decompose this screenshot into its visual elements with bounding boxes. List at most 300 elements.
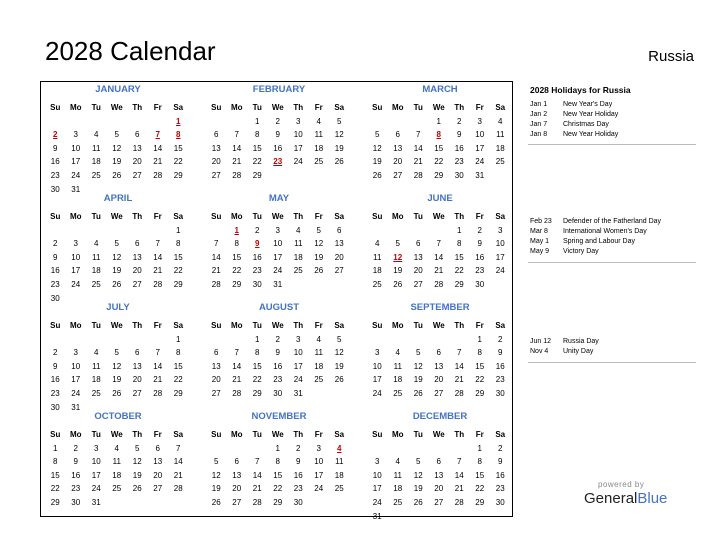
day-cell: 16 [293,470,303,480]
weekday-header: Mo [69,321,82,330]
day-cell: 22 [434,157,444,167]
day-cell: 26 [334,375,344,385]
day-cell: 14 [153,143,163,153]
day-cell: 17 [293,143,303,153]
day-cell: 3 [296,334,301,344]
day-cell: 26 [132,484,142,494]
weekday-header: Su [211,430,222,439]
empty-day [45,224,66,238]
day-cell: 18 [334,470,344,480]
day-cell: 10 [495,239,505,249]
day-cell: 10 [71,252,81,262]
day-cell: 24 [495,266,505,276]
day-cell: 11 [335,457,344,467]
day-cell: 25 [112,484,122,494]
day-cell: 23 [495,484,505,494]
day-cell: 3 [73,348,78,358]
day-cell: 17 [273,252,283,262]
day-cell: 30 [50,402,60,412]
day-cell: 27 [393,170,403,180]
empty-day [148,115,169,129]
month-days [367,210,513,292]
day-cell: 30 [293,497,303,507]
day-cell: 14 [252,470,262,480]
day-cell: 3 [296,116,301,126]
day-cell: 1 [53,443,58,453]
day-cell: 16 [495,361,505,371]
day-cell: 11 [92,361,101,371]
day-cell: 30 [50,293,60,303]
day-cell: 15 [173,143,183,153]
weekday-header: Fr [314,321,323,330]
holiday-name: Unity Day [563,348,594,355]
day-cell: 4 [114,443,119,453]
weekday-header: Su [372,430,383,439]
holiday-group [530,100,618,140]
weekday-header: Th [293,103,304,112]
day-cell: 25 [91,170,101,180]
day-cell: 18 [393,375,403,385]
empty-day [127,115,148,129]
holiday-item [530,347,599,357]
day-cell: 4 [94,130,99,140]
weekday-header: Mo [69,103,82,112]
weekday-header: Th [293,430,304,439]
day-cell: 2 [275,334,280,344]
day-cell: 16 [273,361,283,371]
day-cell: 23 [273,375,283,385]
brand-part-blue: Blue [637,490,668,507]
day-cell: 10 [293,348,303,358]
empty-day [429,224,450,238]
empty-day [367,224,388,238]
day-cell: 6 [214,130,219,140]
day-cell: 18 [91,266,101,276]
day-cell: 10 [293,130,303,140]
day-cell: 2 [498,334,503,344]
day-cell: 2 [53,348,58,358]
day-cell: 26 [112,170,122,180]
day-cell: 31 [71,402,81,412]
day-cell: 8 [255,130,260,140]
empty-day [148,224,169,238]
day-cell: 21 [211,266,221,276]
day-cell: 27 [434,497,444,507]
holiday-day: 12 [393,252,403,262]
day-cell: 13 [132,361,142,371]
day-cell: 30 [495,497,505,507]
day-cell: 26 [314,266,324,276]
divider [528,362,696,363]
day-cell: 30 [273,388,283,398]
day-cell: 5 [375,130,380,140]
day-cell: 28 [232,170,242,180]
day-cell: 22 [50,484,60,494]
day-cell: 29 [252,388,262,398]
day-cell: 14 [434,252,444,262]
holiday-item [530,247,661,257]
empty-day [66,224,87,238]
holiday-day: 9 [255,239,260,249]
weekday-header: Tu [252,430,262,439]
day-cell: 6 [416,239,421,249]
day-cell: 23 [71,484,81,494]
day-cell: 11 [373,252,382,262]
holiday-group [530,337,599,357]
day-cell: 24 [273,266,283,276]
empty-day [408,115,429,129]
day-cell: 28 [252,497,262,507]
day-cell: 25 [314,157,324,167]
day-cell: 6 [395,130,400,140]
holiday-day: 1 [176,116,181,126]
day-cell: 29 [232,279,242,289]
day-cell: 13 [413,252,423,262]
day-cell: 21 [252,484,262,494]
holiday-name: New Year Holiday [563,111,619,118]
day-cell: 21 [232,157,242,167]
day-cell: 8 [477,457,482,467]
day-cell: 16 [252,252,262,262]
month-name: NOVEMBER [251,411,307,422]
day-cell: 1 [477,334,482,344]
day-cell: 1 [176,334,181,344]
weekday-header: We [271,212,284,221]
weekday-header: Sa [334,321,345,330]
day-cell: 17 [293,361,303,371]
day-cell: 11 [393,361,402,371]
month-name: JULY [106,302,130,313]
day-cell: 7 [436,239,441,249]
day-cell: 12 [132,457,142,467]
day-cell: 18 [372,266,382,276]
day-cell: 14 [153,361,163,371]
day-cell: 18 [91,157,101,167]
empty-day [206,115,227,129]
day-cell: 31 [71,184,81,194]
day-cell: 13 [132,143,142,153]
empty-day [227,115,248,129]
day-cell: 1 [457,225,462,235]
day-cell: 24 [71,388,81,398]
day-cell: 11 [314,348,323,358]
day-cell: 25 [372,279,382,289]
day-cell: 5 [114,348,119,358]
day-cell: 26 [413,497,423,507]
holiday-name: Spring and Labour Day [563,238,635,245]
weekday-header: Su [372,212,383,221]
day-cell: 4 [375,239,380,249]
day-cell: 10 [71,143,81,153]
day-cell: 5 [114,130,119,140]
month-days [45,428,191,510]
day-cell: 29 [475,497,485,507]
day-cell: 21 [454,375,464,385]
day-cell: 8 [275,457,280,467]
day-cell: 4 [316,334,321,344]
day-cell: 10 [372,470,382,480]
day-cell: 28 [153,388,163,398]
month-name: MARCH [422,84,458,95]
day-cell: 23 [50,170,60,180]
day-cell: 17 [372,375,382,385]
day-cell: 14 [454,361,464,371]
day-cell: 17 [475,143,485,153]
weekday-header: Tu [91,103,101,112]
day-cell: 9 [275,130,280,140]
day-cell: 28 [434,279,444,289]
holiday-day: 8 [176,130,181,140]
day-cell: 23 [252,266,262,276]
empty-day [45,333,66,347]
month-name: JUNE [427,193,453,204]
day-cell: 31 [475,170,485,180]
month-days [45,101,191,196]
day-cell: 30 [495,388,505,398]
empty-day [86,115,107,129]
day-cell: 15 [173,361,183,371]
day-cell: 26 [112,279,122,289]
month-name: FEBRUARY [252,84,306,95]
day-cell: 14 [232,361,242,371]
weekday-header: Su [211,103,222,112]
empty-day [45,115,66,129]
day-cell: 30 [50,184,60,194]
holiday-item [530,237,661,247]
day-cell: 9 [53,252,58,262]
day-cell: 20 [132,266,142,276]
weekday-header: We [271,430,284,439]
day-cell: 15 [252,143,262,153]
day-cell: 22 [252,157,262,167]
day-cell: 2 [53,239,58,249]
day-cell: 16 [50,266,60,276]
day-cell: 8 [234,239,239,249]
day-cell: 13 [211,143,221,153]
day-cell: 20 [211,375,221,385]
empty-day [388,224,409,238]
page-title: 2028 Calendar [45,36,216,66]
day-cell: 2 [296,443,301,453]
day-cell: 20 [232,484,242,494]
day-cell: 21 [173,470,183,480]
weekday-header: Tu [252,212,262,221]
month-days [206,101,352,183]
month-march [367,84,513,183]
day-cell: 28 [232,388,242,398]
weekday-header: Sa [334,212,345,221]
holiday-day: 7 [155,130,160,140]
empty-day [429,333,450,347]
weekday-header: Th [132,430,143,439]
day-cell: 13 [211,361,221,371]
day-cell: 21 [153,157,163,167]
day-cell: 19 [211,484,221,494]
day-cell: 29 [454,279,464,289]
weekday-header: Fr [314,103,323,112]
day-cell: 24 [71,170,81,180]
day-cell: 12 [372,143,382,153]
day-cell: 13 [393,143,403,153]
day-cell: 22 [454,266,464,276]
weekday-header: Th [454,103,465,112]
month-name: MAY [268,193,290,204]
empty-day [206,224,227,238]
day-cell: 5 [135,443,140,453]
month-february [206,84,352,183]
weekday-header: Sa [334,103,345,112]
day-cell: 25 [91,388,101,398]
day-cell: 25 [293,266,303,276]
day-cell: 5 [416,457,421,467]
empty-day [107,333,128,347]
month-days [206,319,352,401]
weekday-header: We [432,103,445,112]
day-cell: 19 [372,157,382,167]
day-cell: 3 [375,457,380,467]
day-cell: 9 [498,457,503,467]
weekday-header: Tu [252,103,262,112]
day-cell: 24 [314,484,324,494]
day-cell: 21 [434,266,444,276]
day-cell: 18 [91,375,101,385]
month-december [367,411,513,523]
day-cell: 6 [135,348,140,358]
holiday-date: Nov 4 [530,348,549,355]
weekday-header: Su [372,321,383,330]
day-cell: 24 [372,497,382,507]
day-cell: 27 [132,170,142,180]
day-cell: 17 [71,266,81,276]
day-cell: 27 [334,266,344,276]
holiday-group [530,217,661,257]
holiday-item [530,120,618,130]
day-cell: 20 [413,266,423,276]
month-august [206,302,352,401]
day-cell: 3 [94,443,99,453]
empty-day [367,333,388,347]
day-cell: 26 [112,388,122,398]
weekday-header: Su [50,430,61,439]
day-cell: 23 [293,484,303,494]
empty-day [449,333,470,347]
holiday-name: Victory Day [563,248,599,255]
day-cell: 12 [211,470,221,480]
day-cell: 17 [71,157,81,167]
holiday-date: May 1 [530,238,550,245]
weekday-header: Fr [475,430,484,439]
day-cell: 25 [393,388,403,398]
day-cell: 13 [434,470,444,480]
day-cell: 14 [232,143,242,153]
day-cell: 9 [457,130,462,140]
day-cell: 24 [71,279,81,289]
calendar-grid [40,81,513,521]
weekday-header: Fr [475,212,484,221]
day-cell: 1 [255,334,260,344]
holiday-name: Defender of the Fatherland Day [563,218,662,225]
weekday-header: Th [132,212,143,221]
day-cell: 17 [495,252,505,262]
empty-day [107,115,128,129]
day-cell: 26 [413,388,423,398]
day-cell: 10 [91,457,101,467]
day-cell: 22 [173,375,183,385]
holiday-name: New Year Holiday [563,131,619,138]
day-cell: 24 [475,157,485,167]
day-cell: 26 [393,279,403,289]
weekday-header: Tu [413,430,423,439]
empty-day [429,442,450,456]
day-cell: 19 [112,157,122,167]
weekday-header: Su [372,103,383,112]
day-cell: 15 [173,252,183,262]
day-cell: 26 [211,497,221,507]
holiday-name: New Year's Day [563,101,613,108]
weekday-header: Su [50,212,61,221]
day-cell: 13 [132,252,142,262]
day-cell: 20 [334,252,344,262]
weekday-header: Tu [91,430,101,439]
day-cell: 15 [475,470,485,480]
day-cell: 1 [255,116,260,126]
day-cell: 4 [94,348,99,358]
powered-by-label: powered by [598,480,645,489]
empty-day [367,115,388,129]
day-cell: 27 [132,388,142,398]
day-cell: 27 [413,279,423,289]
weekday-header: We [432,430,445,439]
day-cell: 19 [112,375,122,385]
weekday-header: Mo [230,321,243,330]
day-cell: 16 [50,375,60,385]
day-cell: 3 [498,225,503,235]
day-cell: 2 [457,116,462,126]
day-cell: 11 [496,130,505,140]
day-cell: 4 [296,225,301,235]
day-cell: 8 [53,457,58,467]
day-cell: 11 [92,252,101,262]
day-cell: 20 [393,157,403,167]
day-cell: 12 [314,239,324,249]
holiday-date: Jan 1 [530,101,548,108]
day-cell: 30 [71,497,81,507]
day-cell: 24 [372,388,382,398]
weekday-header: Sa [495,321,506,330]
day-cell: 30 [454,170,464,180]
holiday-item [530,337,599,347]
weekday-header: Th [454,430,465,439]
day-cell: 20 [211,157,221,167]
month-june [367,193,513,292]
day-cell: 2 [498,443,503,453]
month-name: DECEMBER [412,411,468,422]
day-cell: 7 [457,348,462,358]
day-cell: 19 [314,252,324,262]
day-cell: 19 [413,375,423,385]
day-cell: 1 [176,225,181,235]
weekday-header: Mo [391,430,404,439]
day-cell: 7 [416,130,421,140]
weekday-header: Sa [495,103,506,112]
holiday-day: 2 [53,130,58,140]
day-cell: 28 [153,279,163,289]
divider [528,262,696,263]
day-cell: 31 [372,511,382,521]
day-cell: 21 [153,266,163,276]
day-cell: 25 [495,157,505,167]
day-cell: 12 [334,130,344,140]
